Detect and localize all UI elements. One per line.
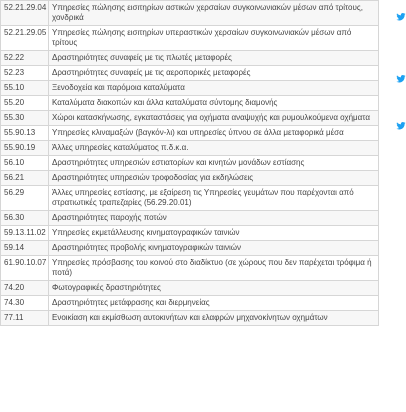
activity-code-cell: 52.23 — [1, 66, 49, 81]
activity-description-cell: Δραστηριότητες συναφείς με τις πλωτές μεταφορές — [49, 51, 379, 66]
activity-description-cell: Ξενοδοχεία και παρόμοια καταλύματα — [49, 81, 379, 96]
activity-description-cell: Καταλύματα διακοπών και άλλα καταλύματα σύντομης διαμονής — [49, 96, 379, 111]
activity-code-cell: 56.30 — [1, 211, 49, 226]
activity-description-cell: Δραστηριότητες υπηρεσιών τροφοδοσίας για εκδηλώσεις — [49, 171, 379, 186]
table-row — [1, 26, 379, 51]
table-row — [1, 311, 379, 326]
table-row — [1, 1, 379, 26]
activity-code-cell: 52.22 — [1, 51, 49, 66]
table-row — [1, 256, 379, 281]
activity-description-cell: Χώροι κατασκήνωσης, εγκαταστάσεις για οχήματα αναψυχής και ρυμουλκούμενα οχήματα — [49, 111, 379, 126]
activity-code-cell: 61.90.10.07 — [1, 256, 49, 281]
table-row — [1, 241, 379, 256]
table-row — [1, 226, 379, 241]
activity-description-cell: Δραστηριότητες προβολής κινηματογραφικών ταινιών — [49, 241, 379, 256]
activity-description-cell: Υπηρεσίες πώλησης εισιτηρίων υπεραστικών χερσαίων συγκοινωνιακών μέσων από τρίτους — [49, 26, 379, 51]
activity-code-cell: 55.30 — [1, 111, 49, 126]
table-row — [1, 126, 379, 141]
table-row — [1, 141, 379, 156]
activity-description-cell: Υπηρεσίες πώλησης εισιτηρίων αστικών χερσαίων συγκοινωνιακών μέσων από τρίτους, χονδρικά — [49, 1, 379, 26]
table-row — [1, 66, 379, 81]
activity-description-cell: Φωτογραφικές δραστηριότητες — [49, 281, 379, 296]
table-row — [1, 281, 379, 296]
activity-code-cell: 56.29 — [1, 186, 49, 211]
table-row — [1, 211, 379, 226]
table-row — [1, 96, 379, 111]
activity-description-cell: Δραστηριότητες μετάφρασης και διερμηνείας — [49, 296, 379, 311]
activity-code-cell: 77.11 — [1, 311, 49, 326]
twitter-icon[interactable] — [396, 12, 406, 22]
twitter-icon[interactable] — [396, 74, 406, 84]
twitter-icon[interactable] — [396, 121, 406, 131]
activity-code-cell: 74.30 — [1, 296, 49, 311]
activity-code-cell: 52.21.29.04 — [1, 1, 49, 26]
table-row — [1, 296, 379, 311]
table-row — [1, 186, 379, 211]
activity-code-cell: 52.21.29.05 — [1, 26, 49, 51]
activity-code-cell: 59.13.11.02 — [1, 226, 49, 241]
activity-code-cell: 55.20 — [1, 96, 49, 111]
activity-description-cell: Δραστηριότητες παροχής ποτών — [49, 211, 379, 226]
activity-description-cell: Δραστηριότητες υπηρεσιών εστιατορίων και κινητών μονάδων εστίασης — [49, 156, 379, 171]
activity-description-cell: Υπηρεσίες εκμετάλλευσης κινηματογραφικών ταινιών — [49, 226, 379, 241]
activity-code-cell: 74.20 — [1, 281, 49, 296]
activity-description-cell: Άλλες υπηρεσίες καταλύματος π.δ.κ.α. — [49, 141, 379, 156]
table-row — [1, 111, 379, 126]
table-row — [1, 81, 379, 96]
activity-description-cell: Ενοικίαση και εκμίσθωση αυτοκινήτων και ελαφρών μηχανοκίνητων οχημάτων — [49, 311, 379, 326]
table-row — [1, 156, 379, 171]
activity-description-cell: Άλλες υπηρεσίες εστίασης, με εξαίρεση τις Υπηρεσίες γευμάτων που παρέχονται από στρατιωτικές τραπεζαρίες (56.29.20.01) — [49, 186, 379, 211]
activity-code-cell: 55.90.13 — [1, 126, 49, 141]
activity-description-cell: Υπηρεσίες κλιναμαξών (βαγκόν-λι) και υπηρεσίες ύπνου σε άλλα μεταφορικά μέσα — [49, 126, 379, 141]
table-row — [1, 171, 379, 186]
table-row — [1, 51, 379, 66]
activity-code-cell: 55.90.19 — [1, 141, 49, 156]
activity-description-cell: Δραστηριότητες συναφείς με τις αεροπορικές μεταφορές — [49, 66, 379, 81]
activity-code-cell: 55.10 — [1, 81, 49, 96]
activity-code-cell: 56.21 — [1, 171, 49, 186]
activity-description-cell: Υπηρεσίες πρόσβασης του κοινού στο διαδίκτυο (σε χώρους που δεν παρέχεται τρόφιμα ή ποτά) — [49, 256, 379, 281]
activity-code-cell: 56.10 — [1, 156, 49, 171]
activity-code-cell: 59.14 — [1, 241, 49, 256]
